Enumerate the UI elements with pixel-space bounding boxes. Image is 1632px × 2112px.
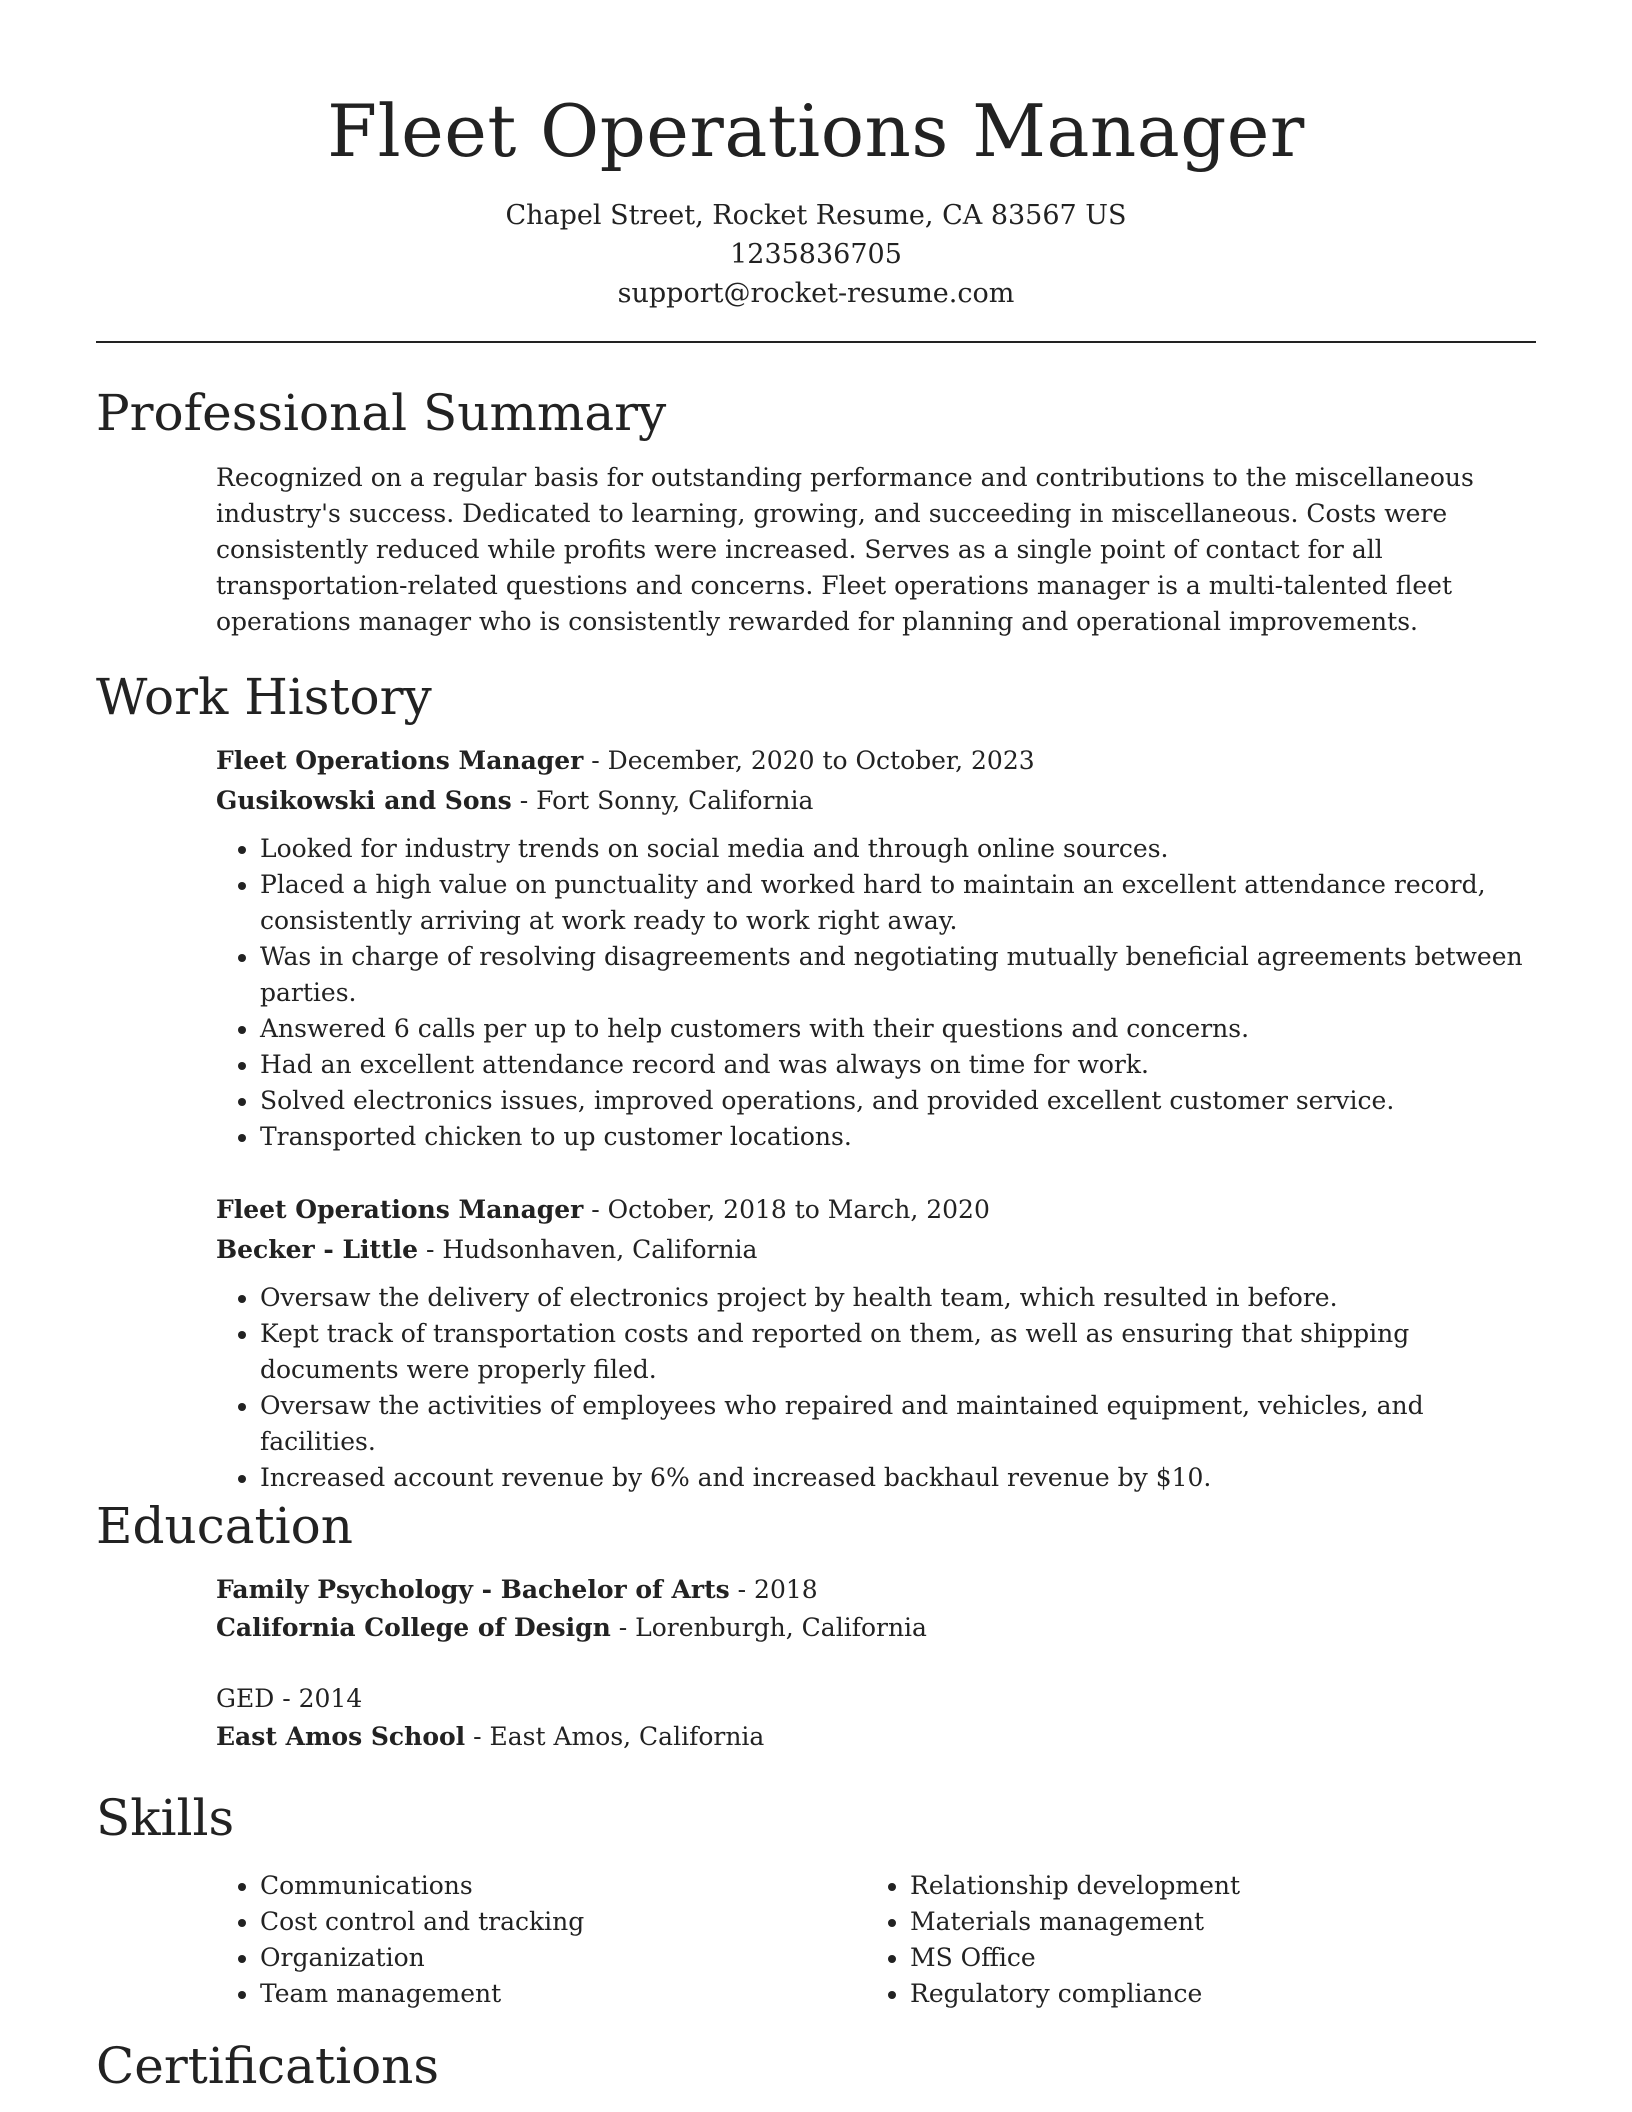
section-title-education: Education [96, 1497, 353, 1555]
school-location: - Lorenburgh, California [610, 1613, 927, 1642]
section-title-certifications: Certifications [96, 2037, 440, 2095]
list-item: • Oversaw the activities of employees who repaired and maintained equipment, vehicles, and facilities. [260, 1388, 1538, 1460]
list-item: • Organization [260, 1940, 866, 1976]
list-item: • Relationship development [910, 1868, 1516, 1904]
candidate-name: Fleet Operations Manager [327, 89, 1305, 173]
company-name: Gusikowski and Sons [216, 786, 512, 815]
school-line [216, 1718, 1538, 1756]
skills-column-right [866, 1868, 1516, 2012]
list-item: • Team management [260, 1976, 866, 2012]
list-item: • Answered 6 calls per up to help customers with their questions and concerns. [260, 1011, 1538, 1047]
resume-header [0, 86, 1632, 313]
job-title: Fleet Operations Manager [216, 1195, 584, 1224]
phone-number: 1235836705 [730, 239, 902, 270]
list-item: • Materials management [910, 1904, 1516, 1940]
list-item: • Kept track of transportation costs and reported on them, as well as ensuring that shipping documents were properly filed. [260, 1316, 1538, 1388]
school-name: California College of Design [216, 1613, 611, 1642]
company-name: Becker - Little [216, 1235, 419, 1264]
degree-line [216, 1680, 1538, 1718]
list-item: • Transported chicken to up customer locations. [260, 1119, 1538, 1155]
list-item: • Oversaw the delivery of electronics project by health team, which resulted in before. [260, 1280, 1538, 1316]
list-item: • Had an excellent attendance record and was always on time for work. [260, 1047, 1538, 1083]
job-dates: - October, 2018 to March, 2020 [583, 1195, 990, 1224]
job-bullets [216, 1280, 1538, 1496]
school-line [216, 1609, 1538, 1647]
list-item: • Solved electronics issues, improved operations, and provided excellent customer service. [260, 1083, 1538, 1119]
email-address: support@rocket-resume.com [617, 278, 1015, 309]
section-title-summary: Professional Summary [96, 384, 667, 442]
list-item: • MS Office [910, 1940, 1516, 1976]
section-title-work-history: Work History [96, 668, 432, 726]
job-title-line [216, 741, 1538, 781]
company-location: - Hudsonhaven, California [418, 1235, 758, 1264]
degree-line [216, 1571, 1538, 1609]
job-title: Fleet Operations Manager [216, 746, 584, 775]
job-title-line [216, 1190, 1538, 1230]
list-item: • Cost control and tracking [260, 1904, 866, 1940]
list-item: • Placed a high value on punctuality and worked hard to maintain an excellent attendance record, consistently arriving at work ready to work right away. [260, 867, 1538, 939]
contact-info [0, 196, 1632, 313]
list-item: • Increased account revenue by 6% and increased backhaul revenue by $10. [260, 1460, 1538, 1496]
job-company-line [216, 781, 1538, 821]
job-dates: - December, 2020 to October, 2023 [583, 746, 1035, 775]
school-location: - East Amos, California [465, 1722, 765, 1751]
job-entry [216, 741, 1538, 1155]
address: Chapel Street, Rocket Resume, CA 83567 US [505, 200, 1127, 231]
list-item: • Regulatory compliance [910, 1976, 1516, 2012]
degree-name: Family Psychology - Bachelor of Arts [216, 1575, 730, 1604]
list-item: • Communications [260, 1868, 866, 1904]
skills-column-left [216, 1868, 866, 2012]
education-entry [216, 1571, 1538, 1647]
degree-name: GED [216, 1684, 275, 1713]
job-company-line [216, 1230, 1538, 1270]
skills-list [216, 1868, 1538, 2012]
list-item: • Was in charge of resolving disagreements and negotiating mutually beneficial agreements between parties. [260, 939, 1538, 1011]
education-entry [216, 1680, 1538, 1756]
company-location: - Fort Sonny, California [511, 786, 814, 815]
summary-text: Recognized on a regular basis for outstanding performance and contributions to the miscellaneous industry's success. Dedicated to learning, growing, and succeeding in miscellaneous. Costs were consistently reduced while profits were increased. Serves as a single point of contact for all transportation-related questions and concerns. Fleet operations manager is a multi-talented fleet operations manager who is consistently rewarded for planning and operational improvements. [216, 463, 1474, 636]
job-entry [216, 1190, 1538, 1496]
section-title-skills: Skills [96, 1789, 235, 1847]
graduation-year: - 2018 [729, 1575, 818, 1604]
list-item: • Looked for industry trends on social media and through online sources. [260, 831, 1538, 867]
job-bullets [216, 831, 1538, 1155]
school-name: East Amos School [216, 1722, 466, 1751]
header-divider [96, 341, 1536, 343]
graduation-year: - 2014 [274, 1684, 363, 1713]
